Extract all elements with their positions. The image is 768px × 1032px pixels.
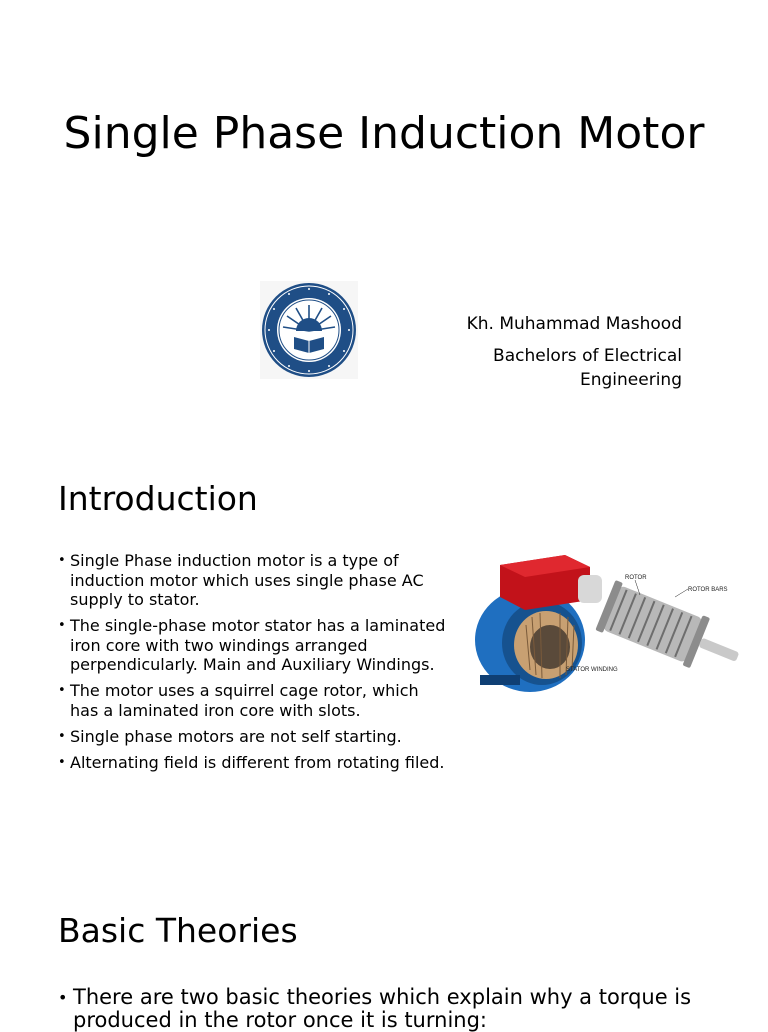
- stator-winding-label: STATOR WINDING: [566, 667, 618, 673]
- introduction-bullet-list: [58, 551, 450, 779]
- list-item: • Single Phase induction motor is a type of induction motor which uses single phase AC supply to stator.: [58, 551, 450, 610]
- motor-diagram-image: [470, 545, 745, 697]
- university-logo: [260, 281, 358, 379]
- title-slide-heading: Single Phase Induction Motor: [63, 108, 705, 159]
- list-item: • Alternating field is different from rotating filed.: [58, 753, 450, 773]
- rotor-bars-label: ROTOR BARS: [688, 587, 728, 593]
- list-item: • The motor uses a squirrel cage rotor, which has a laminated iron core with slots.: [58, 681, 450, 720]
- bullet-icon: •: [58, 988, 68, 1007]
- list-item: • Single phase motors are not self starting.: [58, 727, 450, 747]
- list-item: • The single-phase motor stator has a laminated iron core with two windings arranged perpendicularly. Main and Auxiliary Windings.: [58, 616, 450, 675]
- rotor-label: ROTOR: [625, 575, 647, 581]
- author-name: Kh. Muhammad Mashood: [466, 314, 682, 334]
- author-block: [452, 312, 682, 400]
- list-item: [58, 986, 738, 1032]
- introduction-heading: Introduction: [58, 479, 258, 518]
- basic-theories-bullet-text: There are two basic theories which explain why a torque is produced in the rotor once it is turning:: [73, 985, 692, 1032]
- author-program: Bachelors of Electrical Engineering: [493, 346, 682, 390]
- basic-theories-heading: Basic Theories: [58, 911, 298, 950]
